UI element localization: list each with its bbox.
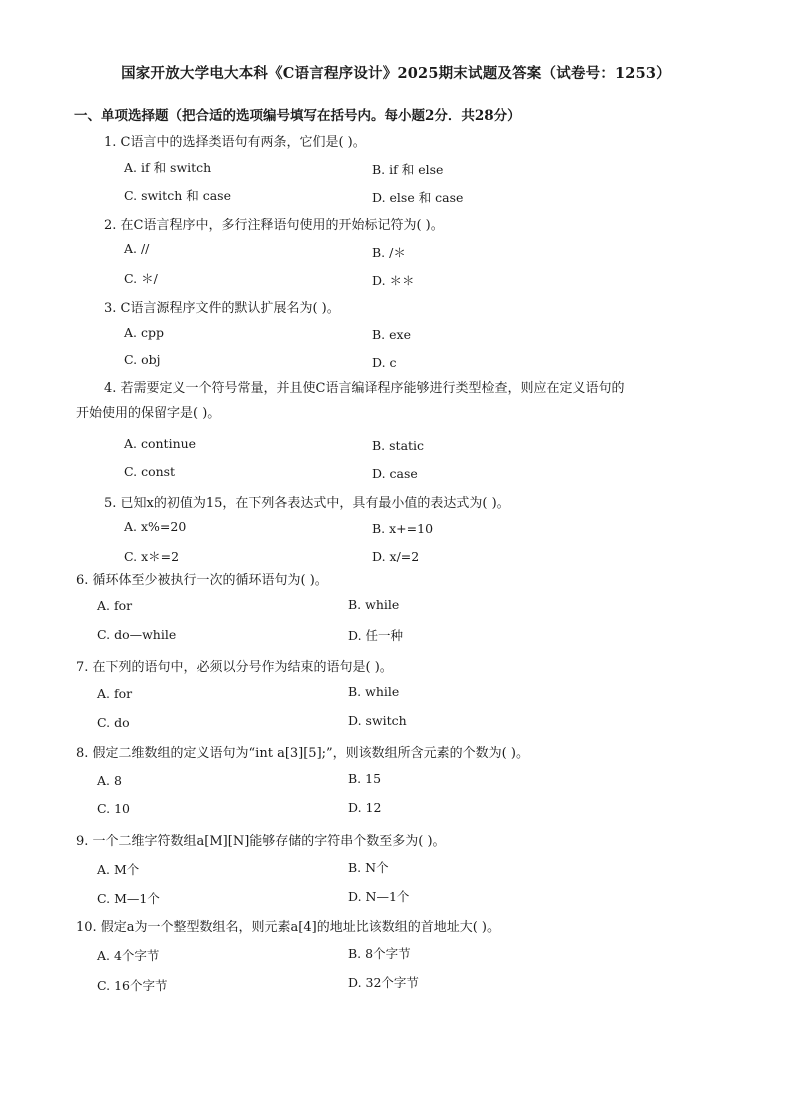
- q10-option-a: A. 4个字节: [97, 948, 160, 963]
- question-2: 2. 在C语言程序中，多行注释语句使用的开始标记符为( )。: [104, 218, 444, 233]
- q2-option-c: C. ＊/: [124, 271, 158, 286]
- q1-option-d: D. else 和 case: [372, 190, 464, 205]
- q1-option-b: B. if 和 else: [372, 162, 444, 177]
- question-1: 1. C语言中的选择类语句有两条，它们是( )。: [104, 135, 366, 150]
- q2-option-a: A. //: [124, 241, 150, 256]
- q3-option-a: A. cpp: [124, 325, 164, 340]
- question-9: 9. 一个二维字符数组a[M][N]能够存储的字符串个数至多为( )。: [76, 834, 446, 849]
- q5-option-c: C. x＊=2: [124, 549, 180, 564]
- q6-option-c: C. do—while: [97, 627, 177, 642]
- q5-option-b: B. x+=10: [372, 521, 434, 536]
- q9-option-a: A. M个: [97, 862, 140, 877]
- q7-option-b: B. while: [348, 684, 400, 699]
- section-heading: 一、单项选择题（把合适的选项编号填写在括号内。每小题2分．共28分）: [74, 108, 521, 124]
- q8-option-d: D. 12: [348, 800, 382, 815]
- q10-option-b: B. 8个字节: [348, 946, 411, 961]
- q3-option-b: B. exe: [372, 327, 411, 342]
- q7-option-c: C. do: [97, 715, 130, 730]
- q5-option-a: A. x%=20: [124, 519, 187, 534]
- q10-option-d: D. 32个字节: [348, 975, 419, 990]
- q9-option-c: C. M—1个: [97, 891, 160, 906]
- q3-option-c: C. obj: [124, 352, 161, 367]
- question-3: 3. C语言源程序文件的默认扩展名为( )。: [104, 301, 340, 316]
- question-10: 10. 假定a为一个整型数组名，则元素a[4]的地址比该数组的首地址大( )。: [76, 920, 500, 935]
- q7-option-d: D. switch: [348, 713, 407, 728]
- question-4: 4. 若需要定义一个符号常量，并且使C语言编译程序能够进行类型检查，则应在定义语句的开始使用的保留字是( )。: [76, 381, 625, 421]
- q10-option-c: C. 16个字节: [97, 978, 168, 993]
- question-6: 6. 循环体至少被执行一次的循环语句为( )。: [76, 573, 328, 588]
- q8-option-c: C. 10: [97, 801, 130, 816]
- q3-option-d: D. c: [372, 355, 397, 370]
- q7-option-a: A. for: [97, 686, 133, 701]
- q2-option-b: B. /＊: [372, 245, 406, 260]
- q8-option-a: A. 8: [97, 773, 122, 788]
- q8-option-b: B. 15: [348, 771, 382, 786]
- q5-option-d: D. x/=2: [372, 549, 420, 564]
- question-5: 5. 已知x的初值为15，在下列各表达式中，具有最小值的表达式为( )。: [104, 496, 510, 511]
- q4-option-c: C. const: [124, 464, 176, 479]
- page-title: 国家开放大学电大本科《C语言程序设计》2025期末试题及答案（试卷号：1253）: [121, 65, 671, 82]
- question-7: 7. 在下列的语句中，必须以分号作为结束的语句是( )。: [76, 660, 393, 675]
- question-8: 8. 假定二维数组的定义语句为“int a[3][5];”，则该数组所含元素的个数为( )。: [76, 746, 529, 761]
- q9-option-b: B. N个: [348, 860, 389, 875]
- q4-option-b: B. static: [372, 438, 425, 453]
- q6-option-b: B. while: [348, 597, 400, 612]
- q4-option-d: D. case: [372, 466, 418, 481]
- q1-option-c: C. switch 和 case: [124, 188, 231, 203]
- q6-option-d: D. 任一种: [348, 628, 404, 643]
- q1-option-a: A. if 和 switch: [124, 160, 212, 175]
- q4-option-a: A. continue: [124, 436, 197, 451]
- q9-option-d: D. N—1个: [348, 889, 410, 904]
- q2-option-d: D. ＊＊: [372, 273, 415, 288]
- q6-option-a: A. for: [97, 598, 133, 613]
